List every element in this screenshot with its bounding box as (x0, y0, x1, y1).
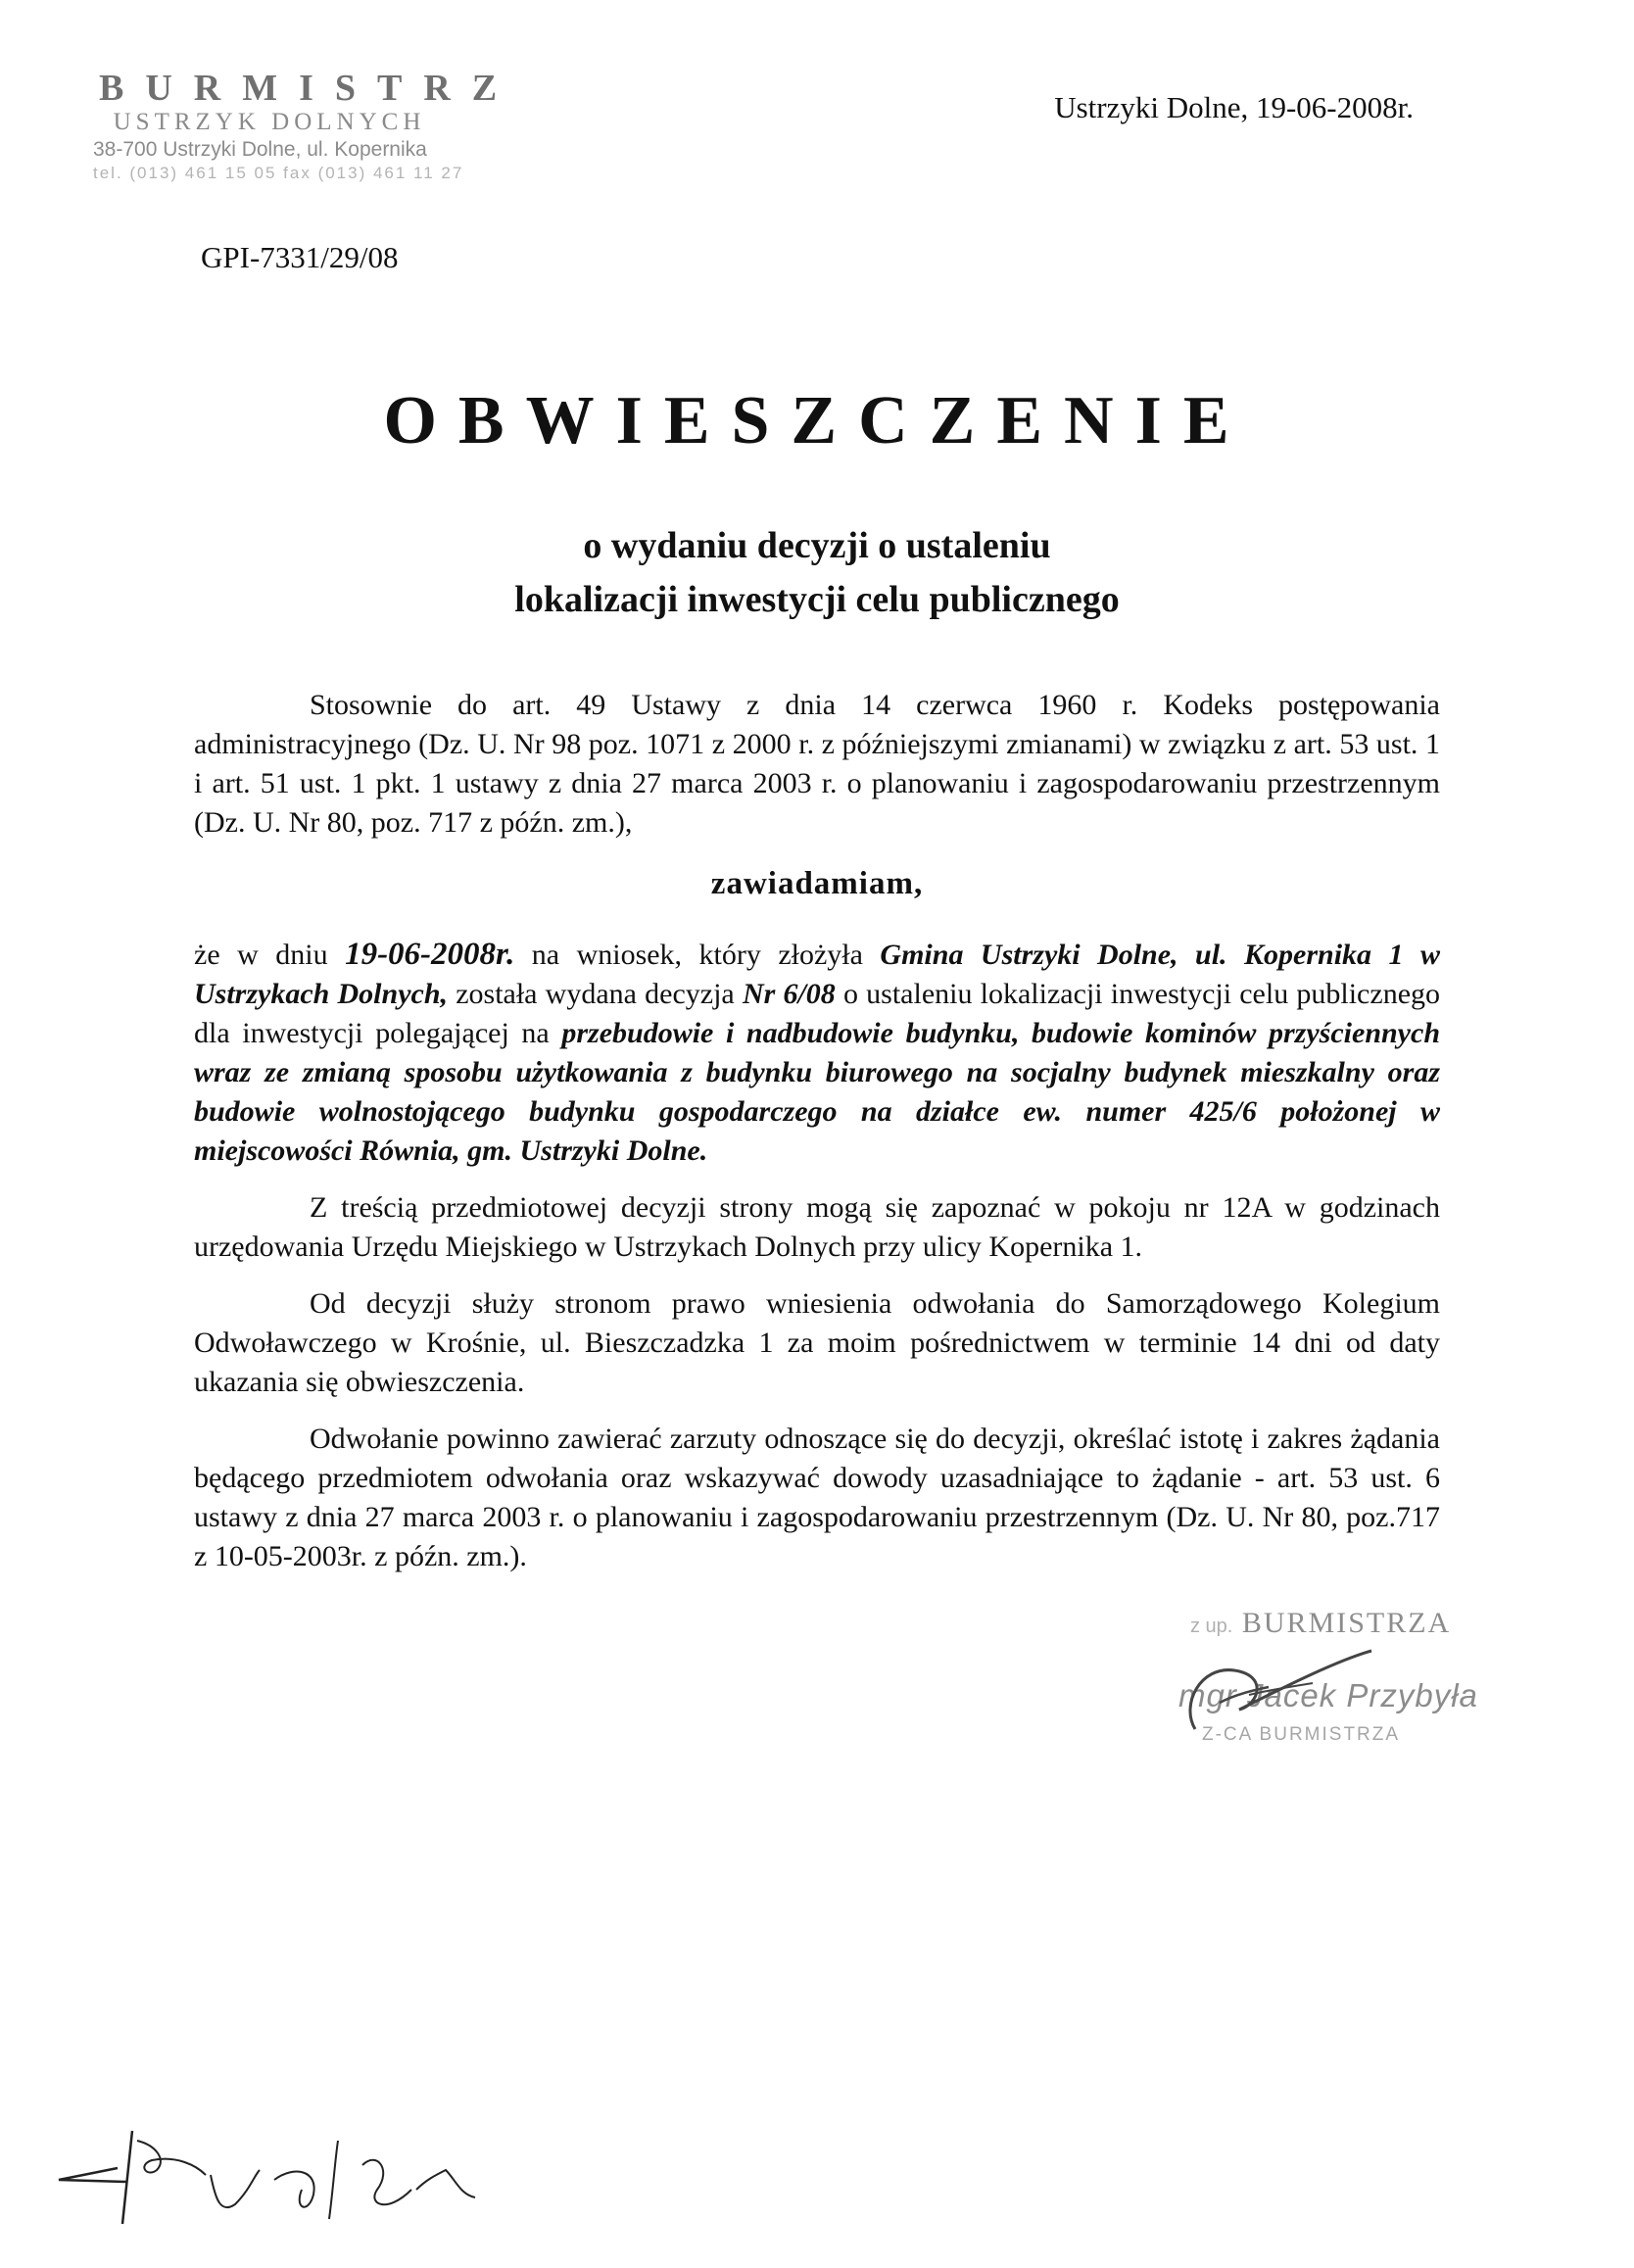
appeal-content-paragraph: Odwołanie powinno zawierać zarzuty odnoszące się do decyzji, określać istotę i zakres żądania będącego przedmiotem odwołania oraz wskazywać dowody uzasadniające to żądanie - art. 53 ust. 6 ustawy z dnia 27 marca 2003 r. o planowaniu i zagospodarowaniu przestrzennym (Dz. U. Nr 80, poz.717 z 10-05-2003r. z późn. zm.). (194, 1423, 1440, 1572)
sig-stamp-prefix: z up. (1190, 1616, 1233, 1637)
subtitle-line-1: o wydaniu decyzji o ustaleniu (583, 525, 1051, 566)
sig-stamp-title: BURMISTRZA (1241, 1607, 1452, 1639)
decision-date: 19-06-2008r. (345, 937, 515, 972)
decision-text-4: o ustaleniu lokalizacji inwestycji celu publicznego dla inwestycji polegającej na (194, 978, 1441, 1049)
sig-stamp-line-3: Z-CA BURMISTRZA (1202, 1724, 1401, 1745)
investment-description: przebudowie i nadbudowie budynku, budowie kominów przyściennych wraz ze zmianą sposobu użytkowania z budynku biurowego na socjalny budynek mieszkalny oraz budowie wolnostojącego budynku gospodarczego na działce ew. numer 425/6 położonej w miejscowości Równia, gm. Ustrzyki Dolne. (194, 1017, 1440, 1167)
initials-signature (39, 2121, 509, 2244)
stamp-line-2: USTRZYK DOLNYCH (113, 109, 426, 135)
place-and-date: Ustrzyki Dolne, 19-06-2008r. (1054, 90, 1414, 124)
initials-signature-icon (39, 2121, 509, 2239)
subtitle-line-2: lokalizacji inwestycji celu publicznego (514, 579, 1120, 620)
decision-text-2: na wniosek, który złożyła (514, 939, 881, 971)
applicant-name: Gmina Ustrzyki Dolne, ul. Kopernika 1 w Ustrzykach Dolnych, (194, 939, 1440, 1010)
decision-text-3: została wydana decyzja (448, 978, 743, 1010)
legal-basis-paragraph: Stosownie do art. 49 Ustawy z dnia 14 czerwca 1960 r. Kodeks postępowania administracyjnego (Dz. U. Nr 98 poz. 1071 z 2000 r. z późniejszymi zmianami) w związku z art. 53 ust. 1 i art. 51 ust. 1 pkt. 1 ustawy z dnia 27 marca 2003 r. o planowaniu i zagospodarowaniu przestrzennym (Dz. U. Nr 80, poz. 717 z późn. zm.), (194, 689, 1440, 839)
document-title: OBWIESZCZENIE (383, 383, 1251, 458)
decision-paragraph (194, 935, 1440, 1171)
inspection-paragraph: Z treścią przedmiotowej decyzji strony mogą się zapoznać w pokoju nr 12A w godzinach urzędowania Urzędu Miejskiego w Ustrzykach Dolnych przy ulicy Kopernika 1. (194, 1191, 1440, 1263)
appeal-right-paragraph: Od decyzji służy stronom prawo wniesienia odwołania do Samorządowego Kolegium Odwoławczego w Krośnie, ul. Bieszczadzka 1 za moim pośrednictwem w terminie 14 dni od daty ukazania się obwieszczenia. (194, 1287, 1440, 1398)
stamp-line-4: tel. (013) 461 15 05 fax (013) 461 11 27 (93, 164, 464, 182)
decision-text-1: że w dniu (194, 939, 346, 971)
reference-number: GPI-7331/29/08 (201, 240, 399, 274)
deputy-mayor-signature-stamp (1141, 1597, 1494, 1763)
document-body (194, 686, 1440, 1576)
announcement-heading: zawiadamiam, (710, 866, 924, 901)
document-subtitle (0, 519, 1634, 627)
mayor-letterhead-stamp (93, 68, 519, 184)
sig-stamp-name: mgr Jacek Przybyła (1178, 1677, 1478, 1713)
decision-number: Nr 6/08 (742, 978, 836, 1010)
stamp-line-1: BURMISTRZ (99, 68, 519, 109)
stamp-line-3: 38-700 Ustrzyki Dolne, ul. Kopernika (93, 138, 427, 161)
handwritten-signature-icon (1141, 1597, 1494, 1763)
